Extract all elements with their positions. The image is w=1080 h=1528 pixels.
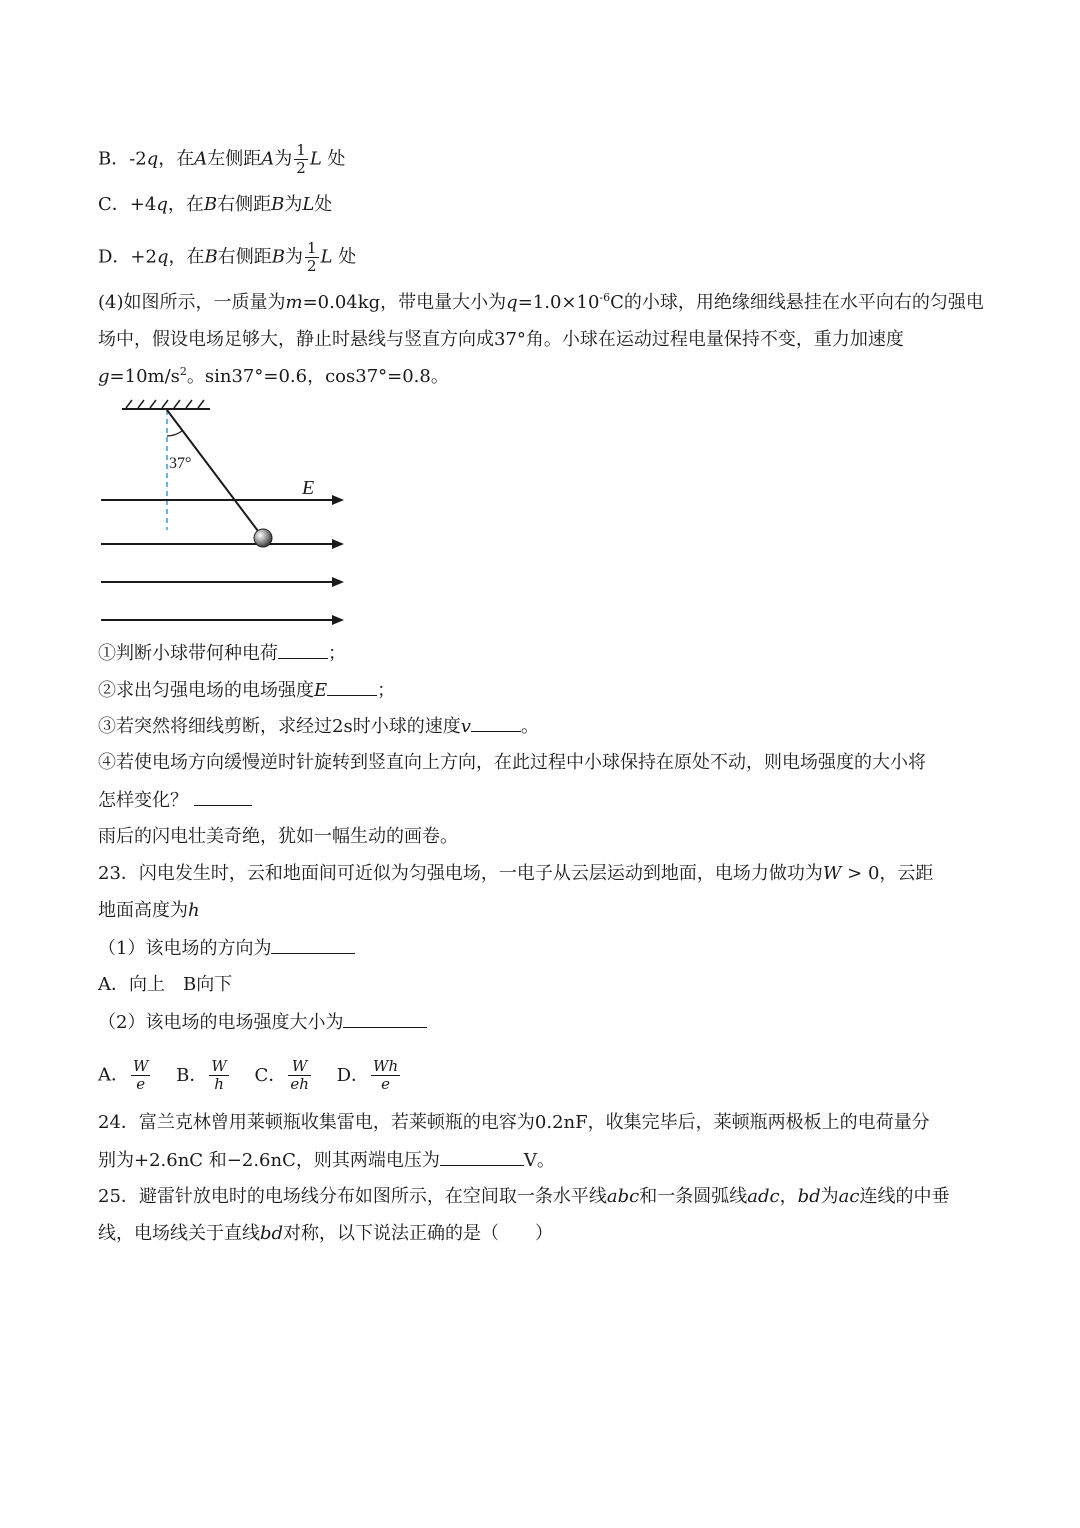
frac-den: e	[136, 1075, 146, 1093]
text: 25．避雷针放电时的电场线分布如图所示，在空间取一条水平线	[98, 1186, 607, 1207]
angle-label: 37°	[169, 455, 192, 472]
option-c-text2: 右侧距	[217, 194, 272, 215]
question-25-line1	[98, 1184, 949, 1210]
var-e: E	[314, 680, 328, 701]
option-b-fraction	[209, 1058, 228, 1093]
text: 23．闪电发生时，云和地面间可近似为匀强电场，一电子从云层运动到地面，电场力做功为	[98, 863, 823, 884]
question-23-part1	[98, 935, 355, 962]
option-c-q: q	[156, 194, 168, 215]
angle-arc	[167, 431, 182, 436]
field-label: E	[302, 477, 315, 499]
text: =0.04kg，带电量大小为	[302, 292, 507, 313]
option-c-text3: 为	[284, 194, 303, 215]
text: 线，电场线关于直线	[98, 1223, 260, 1244]
answer-blank[interactable]	[271, 935, 355, 954]
frac-den: 2	[306, 257, 317, 275]
option-d-prefix: D．+2	[98, 246, 157, 268]
var-h: h	[188, 900, 200, 921]
option-c	[98, 192, 332, 218]
text: ，云距	[879, 863, 934, 884]
option-b-a2: A	[261, 148, 275, 170]
frac-den: eh	[290, 1075, 309, 1093]
ceiling	[122, 400, 210, 409]
option-c-text: ，在	[167, 194, 204, 215]
option-d	[98, 240, 356, 275]
option-b-prefix: B．-2	[98, 148, 147, 170]
frac-den: h	[214, 1075, 224, 1093]
option-d-q: q	[156, 246, 169, 268]
text: ，	[779, 1186, 798, 1207]
option-b-q: q	[146, 148, 159, 170]
var-w: W	[822, 863, 842, 884]
option-b-l: L	[309, 148, 322, 170]
frac-num: Wh	[373, 1057, 399, 1075]
question-23-line1	[98, 861, 933, 887]
answer-blank[interactable]	[440, 1147, 524, 1166]
option-c-end: 处	[314, 194, 333, 215]
text: 连线的中垂	[859, 1186, 950, 1207]
var-v: v	[460, 716, 471, 737]
var-adc: adc	[747, 1186, 780, 1207]
option-b-text2: 左侧距	[207, 148, 262, 170]
frac-num: W	[133, 1057, 149, 1075]
sub-question-1	[98, 640, 346, 667]
question-24-line2	[98, 1147, 555, 1174]
exponent: -6	[599, 291, 611, 304]
option-b-a1: A	[194, 148, 208, 170]
var-q: q	[506, 292, 518, 313]
text: C的小球，用绝缘细线悬挂在水平向右的匀强电	[610, 292, 984, 313]
option-b-end: 处	[321, 148, 346, 170]
option-d-text3: 为	[284, 246, 303, 268]
var-g: g	[98, 366, 110, 387]
var-m: m	[285, 292, 303, 313]
text: =10m/s	[109, 366, 180, 387]
option-b-text3: 为	[274, 148, 293, 170]
answer-blank[interactable]	[327, 677, 377, 696]
option-d-l: L	[320, 246, 333, 268]
text: （2）该电场的电场强度大小为	[98, 1012, 344, 1033]
option-c-prefix: C．+4	[98, 194, 157, 215]
option-d-fraction	[305, 240, 319, 275]
question-25-line2	[98, 1221, 553, 1247]
option-d-b1: B	[204, 246, 218, 268]
option-b	[98, 142, 346, 177]
answer-blank[interactable]	[471, 713, 521, 732]
option-d-text: ，在	[168, 246, 205, 268]
text: 和一条圆弧线	[639, 1186, 748, 1207]
text: =1.0×10	[517, 292, 600, 313]
option-b-fraction	[294, 142, 308, 177]
text: 为	[820, 1186, 839, 1207]
problem-4-line3	[98, 364, 449, 390]
text: 对称，以下说法正确的是（ ）	[283, 1223, 554, 1244]
option-c-b1: B	[203, 194, 218, 215]
option-c-b2: B	[271, 194, 285, 215]
question-23-line2	[98, 898, 200, 924]
option-label: D．	[336, 1064, 370, 1086]
question-23-part2-options	[98, 1058, 402, 1093]
sub-question-4-line2	[98, 787, 252, 814]
exponent: 2	[179, 365, 187, 378]
text: ①判断小球带何种电荷	[98, 643, 278, 664]
text: ；	[328, 643, 346, 664]
text: ③若突然将细线剪断，求经过2s时小球的速度	[98, 716, 461, 737]
option-label: C．	[254, 1064, 287, 1086]
text: ②求出匀强电场的电场强度	[98, 680, 314, 701]
option-label: A．	[98, 1064, 129, 1086]
problem-4-line1	[98, 290, 984, 316]
text: 。sin37°=0.6，cos37°=0.8。	[186, 366, 449, 387]
option-d-fraction	[371, 1058, 400, 1093]
var-bd: bd	[797, 1186, 821, 1207]
text: 别为+2.6nC 和−2.6nC，则其两端电压为	[98, 1150, 440, 1171]
question-23-part2	[98, 1009, 427, 1036]
option-c-fraction	[288, 1058, 311, 1093]
var-ac: ac	[838, 1186, 860, 1207]
text: ；	[377, 680, 396, 701]
option-d-text2: 右侧距	[217, 246, 272, 268]
answer-blank[interactable]	[278, 640, 328, 659]
text: > 0	[841, 863, 880, 884]
frac-num: 1	[296, 141, 306, 159]
string	[167, 410, 261, 535]
var-abc: abc	[606, 1186, 640, 1207]
answer-blank[interactable]	[343, 1009, 427, 1028]
sub-question-4-line1: ④若使电场方向缓慢逆时针旋转到竖直向上方向，在此过程中小球保持在原处不动，则电场强度的大小将	[98, 752, 926, 773]
text: 。	[520, 716, 539, 737]
frac-num: W	[211, 1057, 227, 1075]
question-24-line1: 24．富兰克林曾用莱顿瓶收集雷电，若莱顿瓶的电容为0.2nF，收集完毕后，莱顿瓶两极板上的电荷量分	[98, 1112, 930, 1133]
option-label: B．	[176, 1064, 208, 1086]
frac-num: 1	[306, 239, 317, 257]
question-23-part1-options: A．向上 B向下	[98, 974, 233, 995]
text: V。	[523, 1150, 555, 1171]
text: 怎样变化？	[98, 790, 188, 811]
charged-ball	[254, 529, 272, 547]
var-bd: bd	[260, 1223, 284, 1244]
sub-question-3	[98, 713, 539, 740]
option-c-l: L	[302, 194, 315, 215]
sub-question-2	[98, 677, 395, 704]
text: (4)如图所示，一质量为	[98, 292, 286, 313]
answer-blank[interactable]	[194, 787, 252, 806]
frac-num: W	[288, 1058, 311, 1076]
text: 地面高度为	[98, 900, 188, 921]
field-lines	[101, 495, 344, 625]
frac-den: e	[381, 1075, 391, 1093]
frac-den: 2	[296, 159, 306, 177]
option-b-text: ，在	[158, 148, 195, 170]
option-d-b2: B	[271, 246, 285, 268]
passage-intro: 雨后的闪电壮美奇绝，犹如一幅生动的画卷。	[98, 826, 458, 847]
option-a-fraction	[131, 1058, 150, 1093]
option-d-end: 处	[332, 246, 357, 268]
text: （1）该电场的方向为	[98, 938, 272, 959]
problem-4-line2: 场中，假设电场足够大，静止时悬线与竖直方向成37°角。小球在运动过程电量保持不变，重力加速度	[98, 329, 904, 350]
pendulum-field-figure	[96, 398, 356, 633]
